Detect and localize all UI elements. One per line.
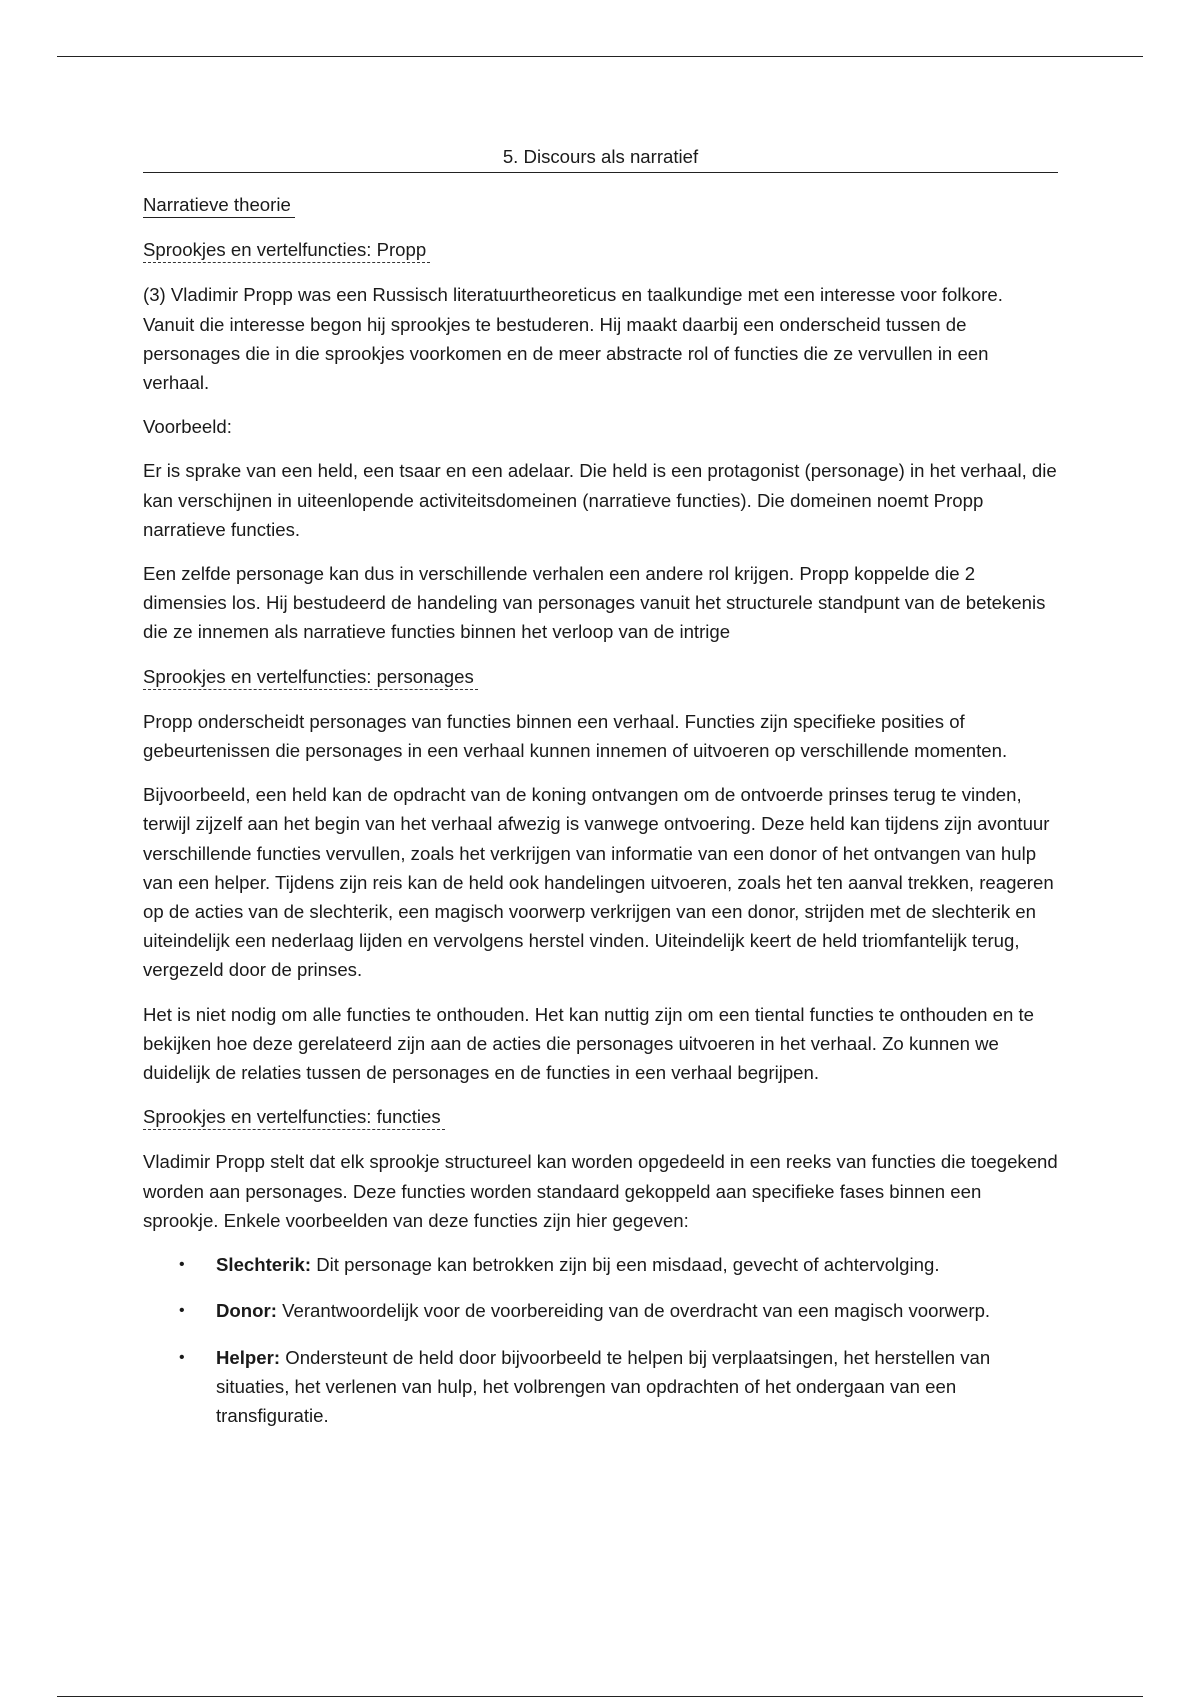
section-heading-narratieve-theorie: Narratieve theorie: [143, 193, 295, 218]
subsection-heading-functies: Sprookjes en vertelfuncties: functies: [143, 1105, 445, 1130]
bullet-icon: •: [179, 1302, 185, 1320]
page-top-rule: [57, 56, 1143, 57]
subsection-heading-propp: Sprookjes en vertelfuncties: Propp: [143, 238, 430, 263]
list-item: [143, 1250, 1058, 1279]
paragraph-example: Er is sprake van een held, een tsaar en een adelaar. Die held is een protagonist (personage) in het verhaal, die kan verschijnen in uiteenlopende activiteitsdomeinen (narratieve functies). Die domeinen noemt Propp narratieve functies.: [143, 460, 1057, 540]
list-item-text: Ondersteunt de held door bijvoorbeeld te helpen bij verplaatsingen, het herstellen van situaties, het verlenen van hulp, het volbrengen van opdrachten of het ondergaan van een transfiguratie.: [216, 1346, 991, 1426]
page-bottom-rule: [57, 1696, 1143, 1697]
paragraph-zelfde-personage: Een zelfde personage kan dus in verschillende verhalen een andere rol krijgen. Propp koppelde die 2 dimensies los. Hij bestudeerd de handeling van personages vanuit het structurele standpunt van de betekenis die ze innemen als narratieve functies binnen het verloop van de intrige: [143, 563, 1046, 643]
function-bullet-list: [143, 1250, 1058, 1430]
subsection-heading-personages: Sprookjes en vertelfuncties: personages: [143, 665, 478, 690]
list-item: [143, 1296, 1058, 1325]
list-item-text: Verantwoordelijk voor de voorbereiding van de overdracht van een magisch voorwerp.: [276, 1300, 991, 1322]
paragraph-personages: Propp onderscheidt personages van functies binnen een verhaal. Functies zijn specifieke posities of gebeurtenissen die personages in een verhaal kunnen innemen of uitvoeren op verschillende momenten.: [143, 710, 1008, 762]
bullet-icon: •: [179, 1348, 185, 1366]
document-body: [143, 143, 1058, 1447]
paragraph-bijvoorbeeld: Bijvoorbeeld, een held kan de opdracht van de koning ontvangen om de ontvoerde prinses terug te vinden, terwijl zijzelf aan het begin van het verhaal afwezig is vanwege ontvoering. Deze held kan tijdens zijn avontuur verschillende functies vervullen, zoals het verkrijgen van informatie van een donor of het ontvangen van hulp van een helper. Tijdens zijn reis kan de held ook handelingen uitvoeren, zoals het ten aanval trekken, reageren op de acties van de slechterik, een magisch voorwerp verkrijgen van een donor, strijden met de slechterik en uiteindelijk een nederlaag lijden en vervolgens herstel vinden. Uiteindelijk keert de held triomfantelijk terug, vergezeld door de prinses.: [143, 784, 1054, 981]
list-item-term: Slechterik:: [216, 1254, 312, 1276]
paragraph-niet-nodig: Het is niet nodig om alle functies te onthouden. Het kan nuttig zijn om een tiental functies te onthouden en te bekijken hoe deze gerelateerd zijn aan de acties die personages uitvoeren in het verhaal. Zo kunnen we duidelijk de relaties tussen de personages en de functies in een verhaal begrijpen.: [143, 1003, 1035, 1084]
paragraph-voorbeeld-label: Voorbeeld:: [143, 416, 232, 438]
list-item-term: Helper:: [216, 1346, 281, 1368]
paragraph-functies: Vladimir Propp stelt dat elk sprookje structureel kan worden opgedeeld in een reeks van functies die toegekend worden aan personages. Deze functies worden standaard gekoppeld aan specifieke fases binnen een sprookje. Enkele voorbeelden van deze functies zijn hier gegeven:: [143, 1151, 1058, 1231]
bullet-icon: •: [179, 1256, 185, 1274]
list-item: [143, 1343, 1058, 1431]
document-title: 5. Discours als narratief: [143, 143, 1058, 173]
list-item-text: Dit personage kan betrokken zijn bij een misdaad, gevecht of achtervolging.: [311, 1254, 940, 1276]
list-item-term: Donor:: [216, 1300, 277, 1322]
paragraph-propp-intro: (3) Vladimir Propp was een Russisch literatuurtheoreticus en taalkundige met een interesse voor folkore. Vanuit die interesse begon hij sprookjes te bestuderen. Hij maakt daarbij een onderscheid tussen de personages die in die sprookjes voorkomen en de meer abstracte rol of functies die ze vervullen in een verhaal.: [143, 284, 1003, 394]
